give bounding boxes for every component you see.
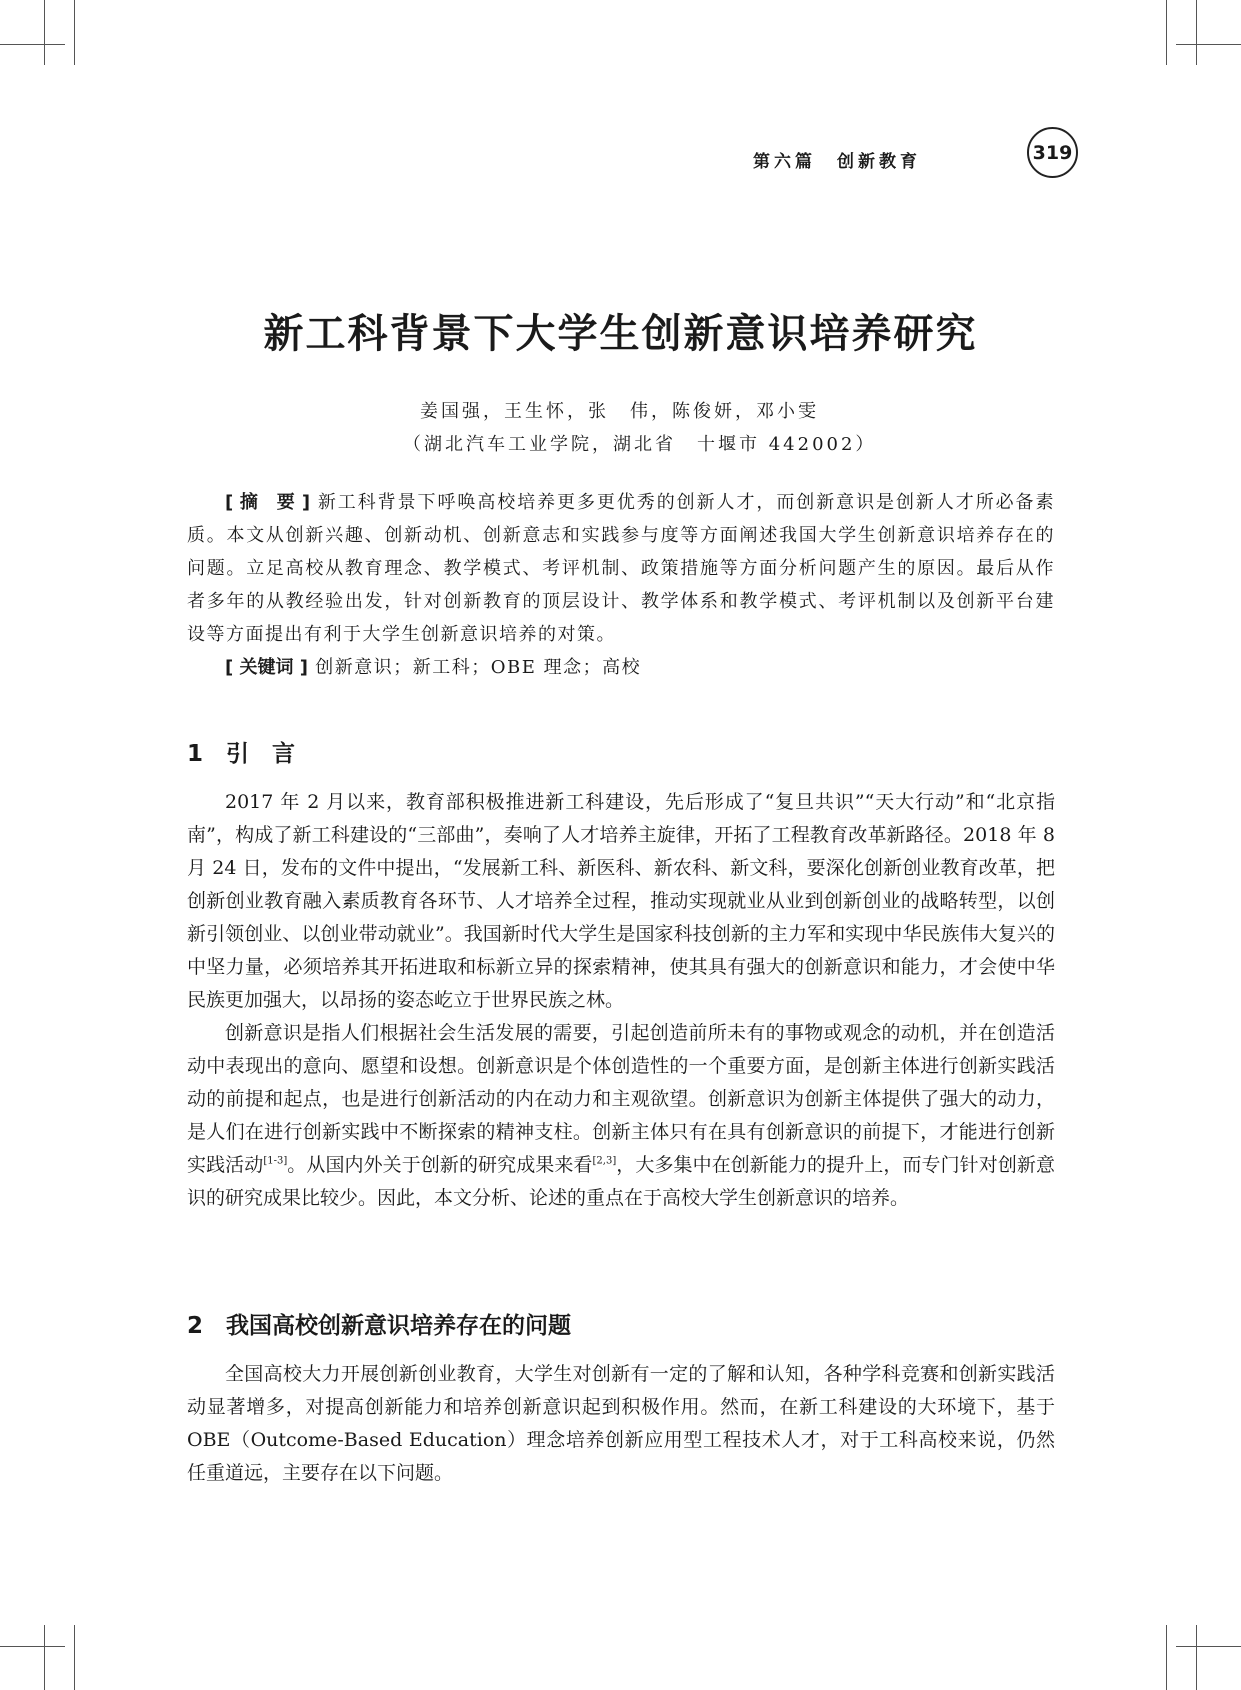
crop-mark — [1176, 44, 1241, 45]
author-list: 姜国强，王生怀，张 伟，陈俊妍，邓小雯 — [420, 401, 819, 422]
keywords-label: [ 关键词 ] — [225, 657, 308, 678]
keywords-paragraph — [187, 651, 1055, 684]
citation: [2,3] — [592, 1155, 617, 1167]
abstract-label: [ 摘 要 ] — [225, 492, 311, 513]
article-title: 新工科背景下大学生创新意识培养研究 — [263, 311, 978, 357]
section-body — [187, 786, 1055, 1215]
keywords-text: 创新意识；新工科；OBE 理念；高校 — [315, 657, 642, 678]
crop-mark — [0, 1646, 65, 1647]
running-header: 第六篇 创新教育 — [753, 152, 921, 172]
body-text: 创新意识是指人们根据社会生活发展的需要，引起创造前所未有的事物或观念的动机，并在创造活动中表现出的意向、愿望和设想。创新意识是个体创造性的一个重要方面，是创新主体进行创新实践活动的前提和起点，也是进行创新活动的内在动力和主观欲望。创新意识为创新主体提供了强大的动力，是人们在进行创新实践中不断探索的精神支柱。创新主体只有在具有创新意识的前提下，才能进行创新实践活动 — [187, 1022, 1055, 1176]
crop-mark — [74, 0, 75, 65]
crop-mark — [1176, 1646, 1241, 1647]
crop-mark — [74, 1625, 75, 1690]
crop-mark — [44, 1625, 45, 1690]
section-heading: 2 我国高校创新意识培养存在的问题 — [187, 1313, 572, 1339]
body-paragraph — [187, 1017, 1055, 1215]
page-number: 319 — [1027, 127, 1078, 178]
crop-mark — [0, 44, 65, 45]
crop-mark — [44, 0, 45, 65]
body-paragraph: 2017 年 2 月以来，教育部积极推进新工科建设，先后形成了“复旦共识”“天大行动”和“北京指南”，构成了新工科建设的“三部曲”，奏响了人才培养主旋律，开拓了工程教育改革新路径。2018 年 8 月 24 日，发布的文件中提出，“发展新工科、新医科、新农科、新文科，要深化创新创业教育改革，把创新创业教育融入素质教育各环节、人才培养全过程，推动实现就业从业到创新创业的战略转型，以创新引领创业、以创业带动就业”。我国新时代大学生是国家科技创新的主力军和实现中华民族伟大复兴的中坚力量，必须培养其开拓进取和标新立异的探索精神，使其具有强大的创新意识和能力，才会使中华民族更加强大，以昂扬的姿态屹立于世界民族之林。 — [187, 791, 1055, 1011]
crop-mark — [1196, 1625, 1197, 1690]
body-text: ，大多集中在创新能力的提升上，而专门针对创新意识的研究成果比较少。因此，本文分析、论述的重点在于高校大学生创新意识的培养。 — [187, 1154, 1055, 1209]
author-affiliation: （湖北汽车工业学院，湖北省 十堰市 442002） — [403, 434, 877, 455]
abstract-block — [187, 486, 1055, 684]
section-heading: 1 引 言 — [187, 741, 296, 767]
abstract-text: 新工科背景下呼唤高校培养更多更优秀的创新人才，而创新意识是创新人才所必备素质。本文从创新兴趣、创新动机、创新意志和实践参与度等方面阐述我国大学生创新意识培养存在的问题。立足高校从教育理念、教学模式、考评机制、政策措施等方面分析问题产生的原因。最后从作者多年的从教经验出发，针对创新教育的顶层设计、教学体系和教学模式、考评机制以及创新平台建设等方面提出有利于大学生创新意识培养的对策。 — [187, 492, 1055, 645]
crop-mark — [1166, 1625, 1167, 1690]
citation: [1-3] — [263, 1155, 288, 1167]
abstract-paragraph — [187, 486, 1055, 651]
body-text: 。从国内外关于创新的研究成果来看 — [287, 1154, 593, 1176]
body-paragraph: 全国高校大力开展创新创业教育，大学生对创新有一定的了解和认知，各种学科竞赛和创新实践活动显著增多，对提高创新能力和培养创新意识起到积极作用。然而，在新工科建设的大环境下，基于 OBE（Outcome-Based Education）理念培养创新应用型工程技术人才，对于工科高校来说，仍然任重道远，主要存在以下问题。 — [187, 1363, 1055, 1484]
crop-mark — [1166, 0, 1167, 65]
section-body — [187, 1358, 1055, 1490]
crop-mark — [1196, 0, 1197, 65]
